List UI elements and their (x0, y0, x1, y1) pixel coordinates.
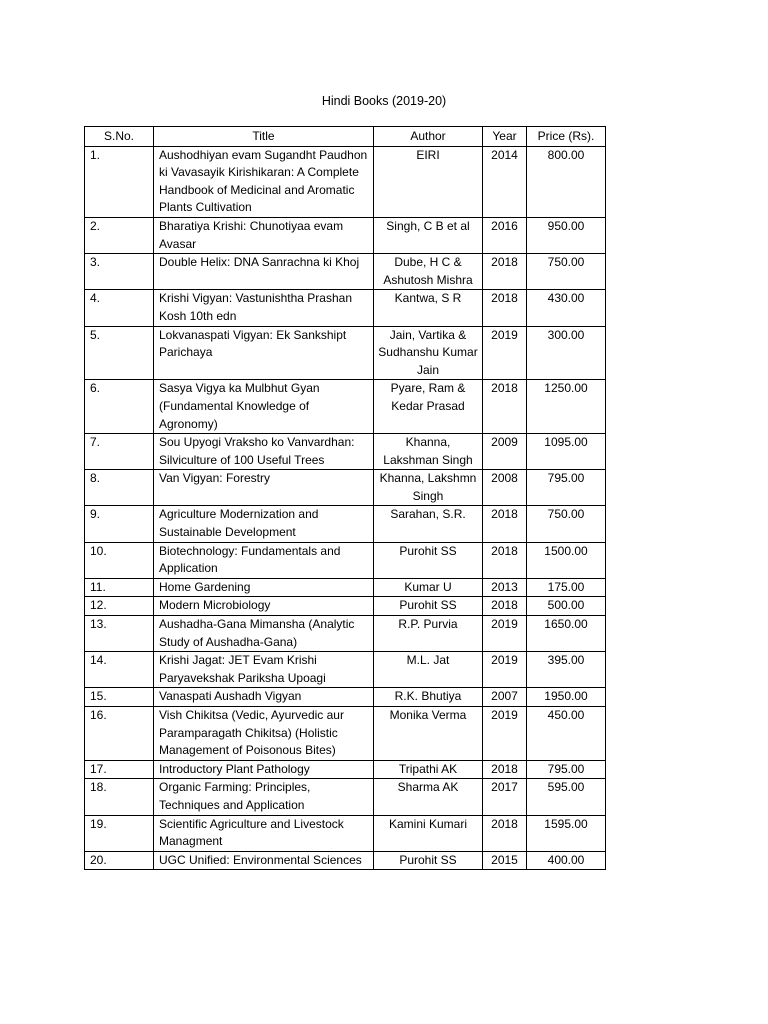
year-cell: 2014 (483, 146, 527, 217)
author-cell: Kumar U (374, 578, 483, 597)
table-row (85, 779, 606, 815)
price-cell: 300.00 (527, 326, 606, 380)
title-cell: Vish Chikitsa (Vedic, Ayurvedic aur Paramparagath Chikitsa) (Holistic Management of Poisonous Bites) (154, 707, 374, 761)
document-title: Hindi Books (2019-20) (321, 94, 447, 108)
author-cell: Purohit SS (374, 597, 483, 616)
title-cell: Double Helix: DNA Sanrachna ki Khoj (154, 254, 374, 290)
price-cell: 1095.00 (527, 434, 606, 470)
table-row (85, 380, 606, 434)
author-cell: Khanna, Lakshmn Singh (374, 470, 483, 506)
sno-cell: 13. (85, 616, 154, 652)
title-cell: Krishi Jagat: JET Evam Krishi Paryavekshak Pariksha Upoagi (154, 652, 374, 688)
author-cell: Monika Verma (374, 707, 483, 761)
sno-cell: 4. (85, 290, 154, 326)
sno-cell: 2. (85, 217, 154, 253)
title-cell: Bharatiya Krishi: Chunotiyaa evam Avasar (154, 217, 374, 253)
price-cell: 795.00 (527, 760, 606, 779)
author-cell: Purohit SS (374, 851, 483, 870)
sno-cell: 18. (85, 779, 154, 815)
header-price: Price (Rs). (527, 127, 606, 147)
year-cell: 2019 (483, 326, 527, 380)
author-cell: Tripathi AK (374, 760, 483, 779)
price-cell: 430.00 (527, 290, 606, 326)
year-cell: 2018 (483, 254, 527, 290)
table-row (85, 851, 606, 870)
table-row (85, 707, 606, 761)
title-cell: Krishi Vigyan: Vastunishtha Prashan Kosh 10th edn (154, 290, 374, 326)
sno-cell: 1. (85, 146, 154, 217)
sno-cell: 19. (85, 815, 154, 851)
author-cell: R.P. Purvia (374, 616, 483, 652)
table-row (85, 597, 606, 616)
title-cell: Scientific Agriculture and Livestock Managment (154, 815, 374, 851)
price-cell: 950.00 (527, 217, 606, 253)
sno-cell: 7. (85, 434, 154, 470)
year-cell: 2017 (483, 779, 527, 815)
sno-cell: 12. (85, 597, 154, 616)
author-cell: Kamini Kumari (374, 815, 483, 851)
table-row (85, 146, 606, 217)
header-sno: S.No. (85, 127, 154, 147)
title-cell: Modern Microbiology (154, 597, 374, 616)
title-cell: Van Vigyan: Forestry (154, 470, 374, 506)
sno-cell: 3. (85, 254, 154, 290)
table-row (85, 542, 606, 578)
price-cell: 175.00 (527, 578, 606, 597)
table-row (85, 326, 606, 380)
sno-cell: 17. (85, 760, 154, 779)
author-cell: R.K. Bhutiya (374, 688, 483, 707)
price-cell: 1500.00 (527, 542, 606, 578)
year-cell: 2018 (483, 290, 527, 326)
table-row (85, 217, 606, 253)
price-cell: 1595.00 (527, 815, 606, 851)
year-cell: 2018 (483, 542, 527, 578)
year-cell: 2008 (483, 470, 527, 506)
title-cell: Sou Upyogi Vraksho ko Vanvardhan: Silviculture of 100 Useful Trees (154, 434, 374, 470)
price-cell: 1650.00 (527, 616, 606, 652)
title-cell: Agriculture Modernization and Sustainable Development (154, 506, 374, 542)
table-row (85, 616, 606, 652)
table-row (85, 760, 606, 779)
price-cell: 750.00 (527, 506, 606, 542)
sno-cell: 11. (85, 578, 154, 597)
price-cell: 750.00 (527, 254, 606, 290)
year-cell: 2019 (483, 707, 527, 761)
price-cell: 800.00 (527, 146, 606, 217)
author-cell: Pyare, Ram & Kedar Prasad (374, 380, 483, 434)
year-cell: 2019 (483, 652, 527, 688)
sno-cell: 15. (85, 688, 154, 707)
year-cell: 2009 (483, 434, 527, 470)
author-cell: M.L. Jat (374, 652, 483, 688)
price-cell: 1250.00 (527, 380, 606, 434)
year-cell: 2018 (483, 597, 527, 616)
title-cell: Home Gardening (154, 578, 374, 597)
author-cell: Singh, C B et al (374, 217, 483, 253)
table-row (85, 290, 606, 326)
table-row (85, 254, 606, 290)
table-row (85, 652, 606, 688)
year-cell: 2007 (483, 688, 527, 707)
sno-cell: 16. (85, 707, 154, 761)
price-cell: 450.00 (527, 707, 606, 761)
author-cell: Khanna, Lakshman Singh (374, 434, 483, 470)
title-cell: Organic Farming: Principles, Techniques and Application (154, 779, 374, 815)
header-title: Title (154, 127, 374, 147)
author-cell: Purohit SS (374, 542, 483, 578)
sno-cell: 8. (85, 470, 154, 506)
header-year: Year (483, 127, 527, 147)
year-cell: 2013 (483, 578, 527, 597)
year-cell: 2018 (483, 506, 527, 542)
price-cell: 795.00 (527, 470, 606, 506)
sno-cell: 5. (85, 326, 154, 380)
author-cell: Sarahan, S.R. (374, 506, 483, 542)
title-cell: Aushodhiyan evam Sugandht Paudhon ki Vavasayik Kirishikaran: A Complete Handbook of Medicinal and Aromatic Plants Cultivation (154, 146, 374, 217)
sno-cell: 10. (85, 542, 154, 578)
table-row (85, 506, 606, 542)
sno-cell: 9. (85, 506, 154, 542)
books-table (84, 126, 606, 870)
author-cell: Dube, H C & Ashutosh Mishra (374, 254, 483, 290)
price-cell: 500.00 (527, 597, 606, 616)
year-cell: 2016 (483, 217, 527, 253)
price-cell: 400.00 (527, 851, 606, 870)
price-cell: 395.00 (527, 652, 606, 688)
year-cell: 2015 (483, 851, 527, 870)
sno-cell: 6. (85, 380, 154, 434)
title-cell: Aushadha-Gana Mimansha (Analytic Study of Aushadha-Gana) (154, 616, 374, 652)
title-cell: Biotechnology: Fundamentals and Application (154, 542, 374, 578)
sno-cell: 14. (85, 652, 154, 688)
title-cell: Lokvanaspati Vigyan: Ek Sankshipt Parichaya (154, 326, 374, 380)
title-cell: Vanaspati Aushadh Vigyan (154, 688, 374, 707)
year-cell: 2019 (483, 616, 527, 652)
price-cell: 1950.00 (527, 688, 606, 707)
title-cell: Introductory Plant Pathology (154, 760, 374, 779)
author-cell: Jain, Vartika & Sudhanshu Kumar Jain (374, 326, 483, 380)
table-row (85, 578, 606, 597)
year-cell: 2018 (483, 380, 527, 434)
title-cell: Sasya Vigya ka Mulbhut Gyan (Fundamental Knowledge of Agronomy) (154, 380, 374, 434)
header-author: Author (374, 127, 483, 147)
author-cell: Kantwa, S R (374, 290, 483, 326)
sno-cell: 20. (85, 851, 154, 870)
price-cell: 595.00 (527, 779, 606, 815)
year-cell: 2018 (483, 815, 527, 851)
author-cell: Sharma AK (374, 779, 483, 815)
table-row (85, 815, 606, 851)
author-cell: EIRI (374, 146, 483, 217)
year-cell: 2018 (483, 760, 527, 779)
table-row (85, 470, 606, 506)
title-cell: UGC Unified: Environmental Sciences (154, 851, 374, 870)
table-row (85, 434, 606, 470)
table-row (85, 688, 606, 707)
table-header-row (85, 127, 606, 147)
